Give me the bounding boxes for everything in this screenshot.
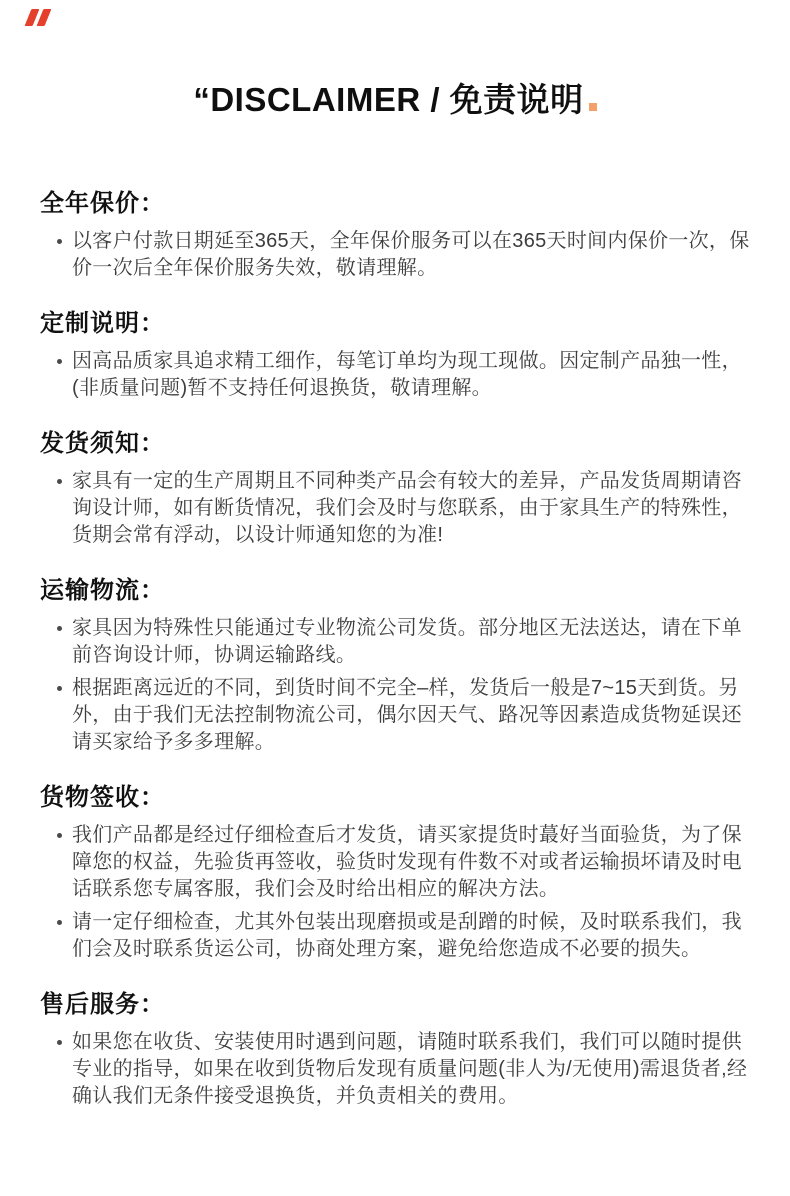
- bullet-text: 以客户付款日期延至365天，全年保价服务可以在365天时间内保价一次，保价一次后全年保价服务失效，敬请理解。: [72, 230, 750, 279]
- bullet-text: 根据距离远近的不同，到货时间不完全–样，发货后一般是7~15天到货。另外，由于我们无法控制物流公司，偶尔因天气、路况等因素造成货物延误还请买家给予多多理解。: [72, 677, 742, 753]
- section: [40, 576, 762, 756]
- bullet-icon: [57, 359, 62, 364]
- list-item: [40, 675, 762, 756]
- list-item: [40, 468, 762, 549]
- section: [40, 309, 762, 402]
- section: [40, 783, 762, 963]
- page-title: [193, 81, 583, 118]
- page-title-text: DISCLAIMER / 免责说明: [210, 81, 584, 118]
- bullet-icon: [57, 920, 62, 925]
- list-item: [40, 615, 762, 669]
- bullet-text: 家具因为特殊性只能通过专业物流公司发货。部分地区无法送达，请在下单前咨询设计师，协调运输路线。: [72, 617, 742, 666]
- bullet-text: 家具有一定的生产周期且不同种类产品会有较大的差异，产品发货周期请咨询设计师，如有断货情况，我们会及时与您联系，由于家具生产的特殊性，货期会常有浮动，以设计师通知您的为准!: [72, 470, 742, 546]
- bullet-text: 因高品质家具追求精工细作，每笔订单均为现工现做。因定制产品独一性，(非质量问题)暂不支持任何退换货，敬请理解。: [72, 350, 742, 399]
- bullet-icon: [57, 686, 62, 691]
- bullet-text: 请一定仔细检查，尤其外包装出现磨损或是刮蹭的时候，及时联系我们，我们会及时联系货运公司，协商处理方案，避免给您造成不必要的损失。: [72, 911, 742, 960]
- bullet-list: [40, 1029, 762, 1110]
- bullet-list: [40, 228, 762, 282]
- list-item: [40, 1029, 762, 1110]
- bullet-list: [40, 615, 762, 756]
- list-item: [40, 822, 762, 903]
- list-item: [40, 228, 762, 282]
- section-heading: 全年保价：: [40, 190, 165, 217]
- red-quote-stroke: [37, 9, 52, 26]
- section-heading: 发货须知：: [40, 430, 165, 457]
- section-heading: 售后服务：: [40, 991, 165, 1018]
- title-row: [0, 0, 790, 129]
- red-quote-icon: [26, 9, 56, 29]
- bullet-icon: [57, 479, 62, 484]
- section: [40, 189, 762, 282]
- bullet-icon: [57, 239, 62, 244]
- list-item: [40, 348, 762, 402]
- section-heading: 运输物流：: [40, 577, 165, 604]
- section-heading: 定制说明：: [40, 310, 165, 337]
- sections: [0, 189, 790, 1110]
- title-quote-mark: “: [193, 81, 211, 118]
- bullet-text: 我们产品都是经过仔细检查后才发货，请买家提货时蕞好当面验货，为了保障您的权益，先验货再签收，验货时发现有件数不对或者运输损坏请及时电话联系您专属客服，我们会及时给出相应的解决方法。: [72, 824, 742, 900]
- title-accent-dot-icon: [589, 103, 597, 111]
- section: [40, 990, 762, 1110]
- bullet-icon: [57, 626, 62, 631]
- bullet-list: [40, 348, 762, 402]
- list-item: [40, 909, 762, 963]
- bullet-icon: [57, 1040, 62, 1045]
- section: [40, 429, 762, 549]
- bullet-icon: [57, 833, 62, 838]
- section-heading: 货物签收：: [40, 784, 165, 811]
- bullet-text: 如果您在收货、安装使用时遇到问题，请随时联系我们，我们可以随时提供专业的指导，如果在收到货物后发现有质量问题(非人为/无使用)需退货者,经确认我们无条件接受退换货，并负责相关的费用。: [72, 1031, 748, 1107]
- bullet-list: [40, 468, 762, 549]
- bullet-list: [40, 822, 762, 963]
